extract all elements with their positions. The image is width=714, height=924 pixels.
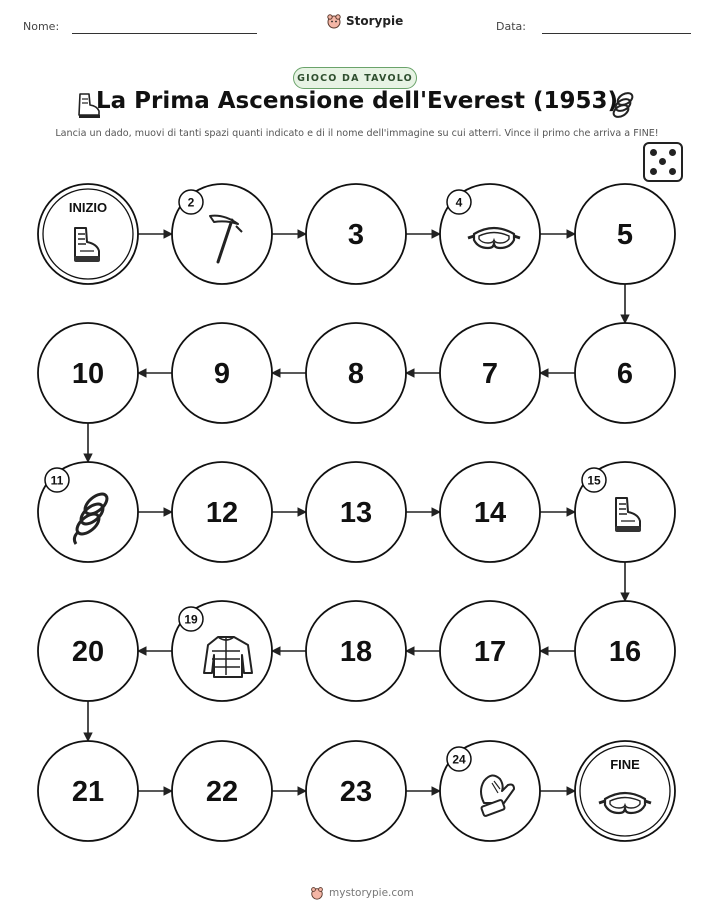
space-number: 20 bbox=[71, 636, 105, 668]
category-badge: GIOCO DA TAVOLO bbox=[293, 67, 417, 89]
board-space-3 bbox=[306, 184, 406, 284]
space-number: 16 bbox=[608, 636, 642, 668]
board-space-13 bbox=[306, 462, 406, 562]
space-number: 13 bbox=[339, 497, 373, 529]
board-space-6 bbox=[575, 323, 675, 423]
space-number: 7 bbox=[481, 358, 499, 390]
instructions: Lancia un dado, muovi di tanti spazi quanti indicato e di il nome dell'immagine su cui atterri. Vince il primo che arriva a FINE! bbox=[55, 128, 659, 139]
space-number: 23 bbox=[339, 776, 373, 808]
storypie-mascot-icon bbox=[310, 886, 324, 900]
board-space-19 bbox=[172, 601, 272, 701]
space-number: 9 bbox=[213, 358, 231, 390]
space-number: 8 bbox=[347, 358, 365, 390]
space-number: 5 bbox=[616, 219, 634, 251]
space-number: 21 bbox=[71, 776, 105, 808]
space-number-badge: 2 bbox=[187, 195, 195, 210]
board-space-15 bbox=[575, 462, 675, 562]
board-space-8 bbox=[306, 323, 406, 423]
board-space-12 bbox=[172, 462, 272, 562]
finish-label: FINE bbox=[610, 757, 640, 772]
footer bbox=[310, 886, 414, 900]
board-space-20 bbox=[38, 601, 138, 701]
space-number: 6 bbox=[616, 358, 634, 390]
board-space-16 bbox=[575, 601, 675, 701]
space-number-badge: 24 bbox=[452, 752, 466, 767]
space-number: 12 bbox=[205, 497, 239, 529]
space-number: 22 bbox=[205, 776, 239, 808]
page-title: La Prima Ascensione dell'Everest (1953) bbox=[95, 88, 619, 114]
board-space-25 bbox=[575, 741, 675, 841]
date-label: Data: bbox=[496, 20, 526, 33]
board-space-7 bbox=[440, 323, 540, 423]
brand-name: Storypie bbox=[346, 14, 404, 28]
board-space-14 bbox=[440, 462, 540, 562]
board-spaces bbox=[38, 184, 675, 841]
board-space-5 bbox=[575, 184, 675, 284]
space-number-badge: 15 bbox=[587, 473, 601, 488]
footer-url: mystorypie.com bbox=[329, 887, 414, 899]
board-space-21 bbox=[38, 741, 138, 841]
board-space-18 bbox=[306, 601, 406, 701]
board-space-23 bbox=[306, 741, 406, 841]
board-space-17 bbox=[440, 601, 540, 701]
start-label: INIZIO bbox=[68, 200, 108, 215]
space-number: 3 bbox=[347, 219, 365, 251]
space-number-badge: 4 bbox=[455, 195, 463, 210]
space-number-badge: 19 bbox=[184, 612, 198, 627]
board-space-2 bbox=[172, 184, 272, 284]
board-space-24 bbox=[440, 741, 540, 841]
board-space-22 bbox=[172, 741, 272, 841]
board-space-10 bbox=[38, 323, 138, 423]
board-space-1 bbox=[38, 184, 138, 284]
space-number-badge: 11 bbox=[50, 473, 64, 488]
space-number: 14 bbox=[473, 497, 507, 529]
board-space-11 bbox=[38, 462, 138, 562]
space-number: 18 bbox=[339, 636, 373, 668]
board-space-9 bbox=[172, 323, 272, 423]
space-number: 10 bbox=[71, 358, 105, 390]
name-label: Nome: bbox=[23, 20, 60, 33]
space-number: 17 bbox=[473, 636, 507, 668]
board-space-4 bbox=[440, 184, 540, 284]
jacket-icon bbox=[204, 637, 252, 677]
